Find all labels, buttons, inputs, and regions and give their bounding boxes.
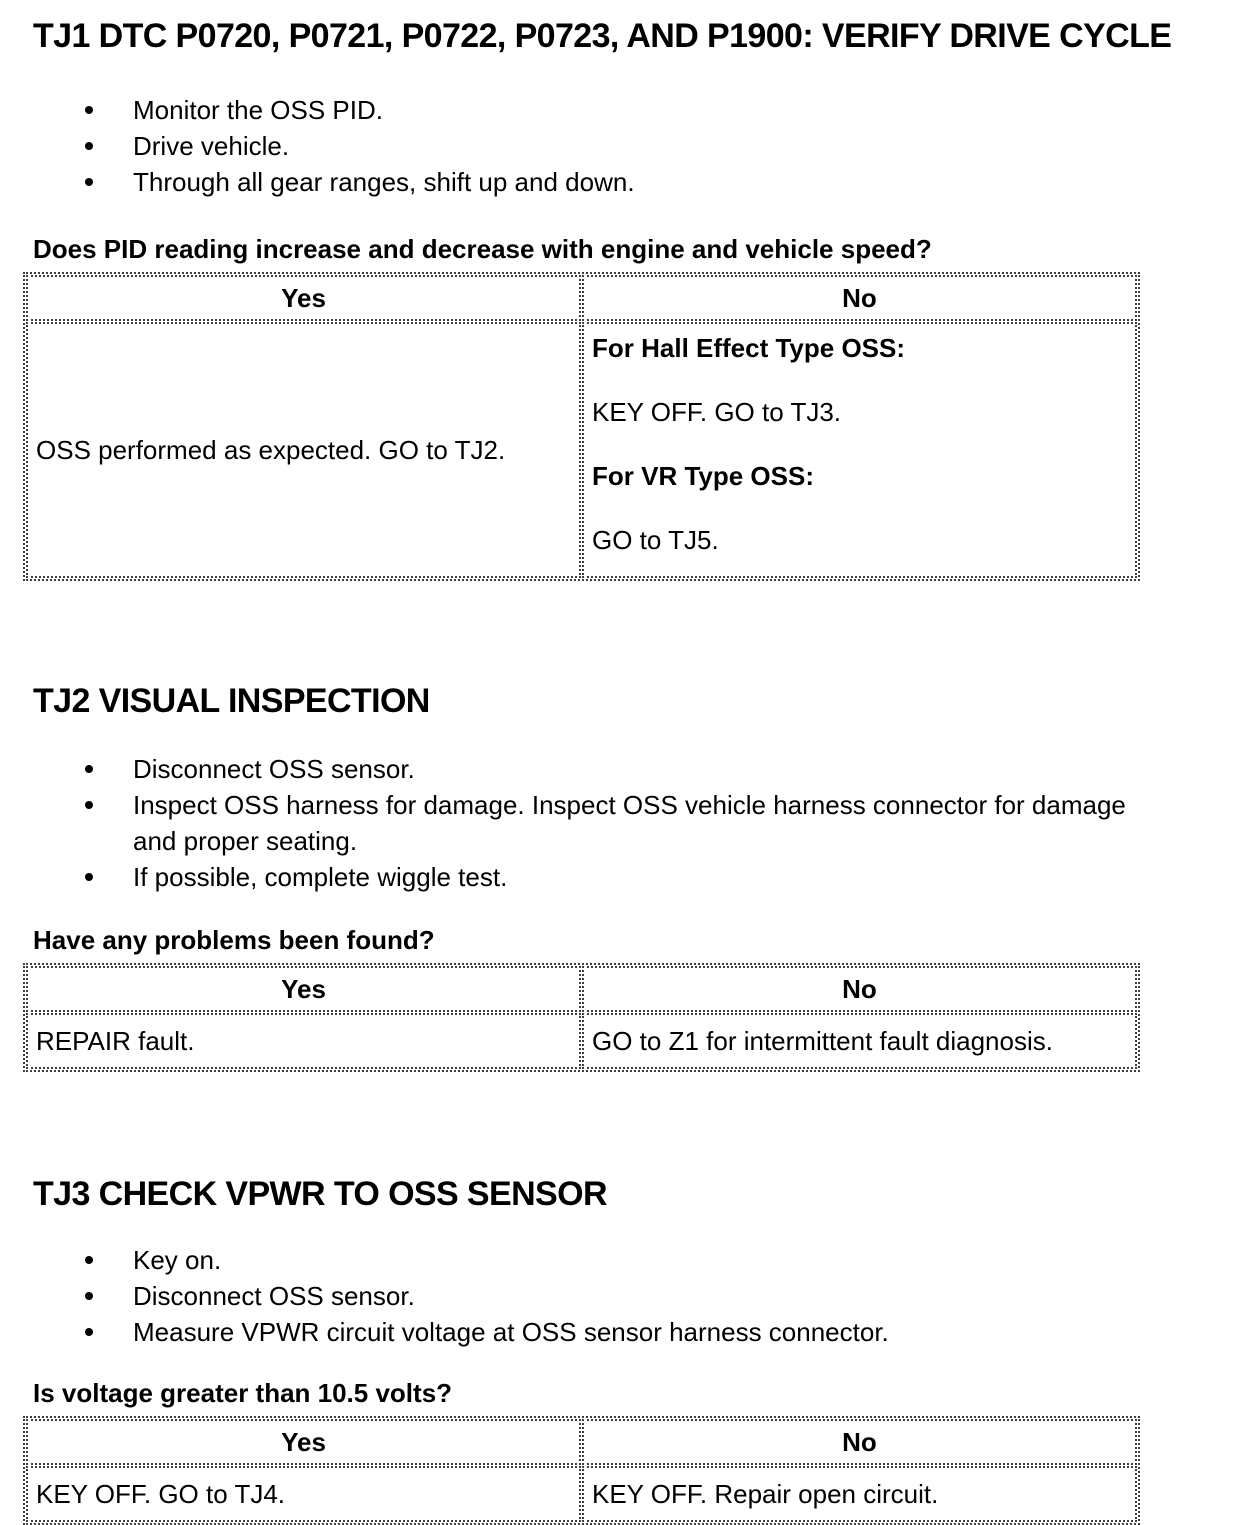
no-cell-line: For Hall Effect Type OSS: — [592, 333, 906, 363]
table-row — [26, 1013, 1137, 1069]
bullet-list-tj3 — [0, 1242, 1248, 1350]
bullet-text: Disconnect OSS sensor. — [133, 754, 415, 784]
no-cell-line: For VR Type OSS: — [592, 461, 814, 491]
decision-question-tj2: Have any problems been found? — [33, 925, 435, 955]
table-header-row — [26, 275, 1137, 321]
yes-cell: REPAIR fault. — [26, 1013, 581, 1069]
section-tj1 — [0, 16, 1248, 581]
section-heading-tj1: TJ1 DTC P0720, P0721, P0722, P0723, AND P1900: VERIFY DRIVE CYCLE — [33, 17, 1172, 55]
section-tj3 — [0, 1174, 1248, 1525]
bullet-text: Inspect OSS harness for damage. Inspect OSS vehicle harness connector for damage and proper seating. — [133, 790, 1126, 856]
no-header-cell: No — [582, 1419, 1137, 1465]
decision-question-tj3: Is voltage greater than 10.5 volts? — [33, 1378, 453, 1408]
list-item — [85, 787, 1248, 859]
decision-table-tj2 — [23, 963, 1140, 1072]
yes-header-cell: Yes — [26, 1419, 581, 1465]
bullet-icon — [85, 178, 93, 186]
no-cell: GO to Z1 for intermittent fault diagnosis. — [582, 1013, 1137, 1069]
yes-cell: OSS performed as expected. GO to TJ2. — [26, 322, 581, 578]
table-header-row — [26, 966, 1137, 1012]
bullet-list-tj1 — [0, 92, 1248, 200]
no-cell-line: KEY OFF. GO to TJ3. — [592, 397, 842, 427]
table-header-row — [26, 1419, 1137, 1465]
bullet-text: Through all gear ranges, shift up and down. — [133, 167, 635, 197]
bullet-icon — [85, 765, 93, 773]
yes-cell: KEY OFF. GO to TJ4. — [26, 1466, 581, 1522]
bullet-icon — [85, 801, 93, 809]
no-cell-line: GO to TJ5. — [592, 525, 719, 555]
table-row — [26, 322, 1137, 578]
bullet-text: If possible, complete wiggle test. — [133, 862, 508, 892]
list-item — [85, 1314, 1248, 1350]
list-item — [85, 128, 1248, 164]
no-cell: KEY OFF. Repair open circuit. — [582, 1466, 1137, 1522]
list-item — [85, 859, 1248, 895]
bullet-icon — [85, 1256, 93, 1264]
bullet-text: Monitor the OSS PID. — [133, 95, 383, 125]
section-heading-tj2: TJ2 VISUAL INSPECTION — [33, 682, 430, 720]
bullet-icon — [85, 106, 93, 114]
decision-table-tj3 — [23, 1416, 1140, 1525]
list-item — [85, 1242, 1248, 1278]
section-heading-tj3: TJ3 CHECK VPWR TO OSS SENSOR — [33, 1175, 607, 1213]
bullet-icon — [85, 1328, 93, 1336]
table-row — [26, 1466, 1137, 1522]
yes-header-cell: Yes — [26, 275, 581, 321]
list-item — [85, 1278, 1248, 1314]
yes-header-cell: Yes — [26, 966, 581, 1012]
bullet-list-tj2 — [0, 751, 1248, 895]
no-header-cell: No — [582, 275, 1137, 321]
decision-question-tj1: Does PID reading increase and decrease with engine and vehicle speed? — [33, 234, 932, 264]
list-item — [85, 751, 1248, 787]
bullet-icon — [85, 142, 93, 150]
bullet-text: Disconnect OSS sensor. — [133, 1281, 415, 1311]
section-tj2 — [0, 681, 1248, 1072]
no-cell — [582, 322, 1137, 578]
no-header-cell: No — [582, 966, 1137, 1012]
list-item — [85, 92, 1248, 128]
list-item — [85, 164, 1248, 200]
decision-table-tj1 — [23, 272, 1140, 581]
bullet-text: Key on. — [133, 1245, 222, 1275]
bullet-icon — [85, 1292, 93, 1300]
bullet-text: Measure VPWR circuit voltage at OSS sensor harness connector. — [133, 1317, 889, 1347]
bullet-text: Drive vehicle. — [133, 131, 290, 161]
bullet-icon — [85, 873, 93, 881]
